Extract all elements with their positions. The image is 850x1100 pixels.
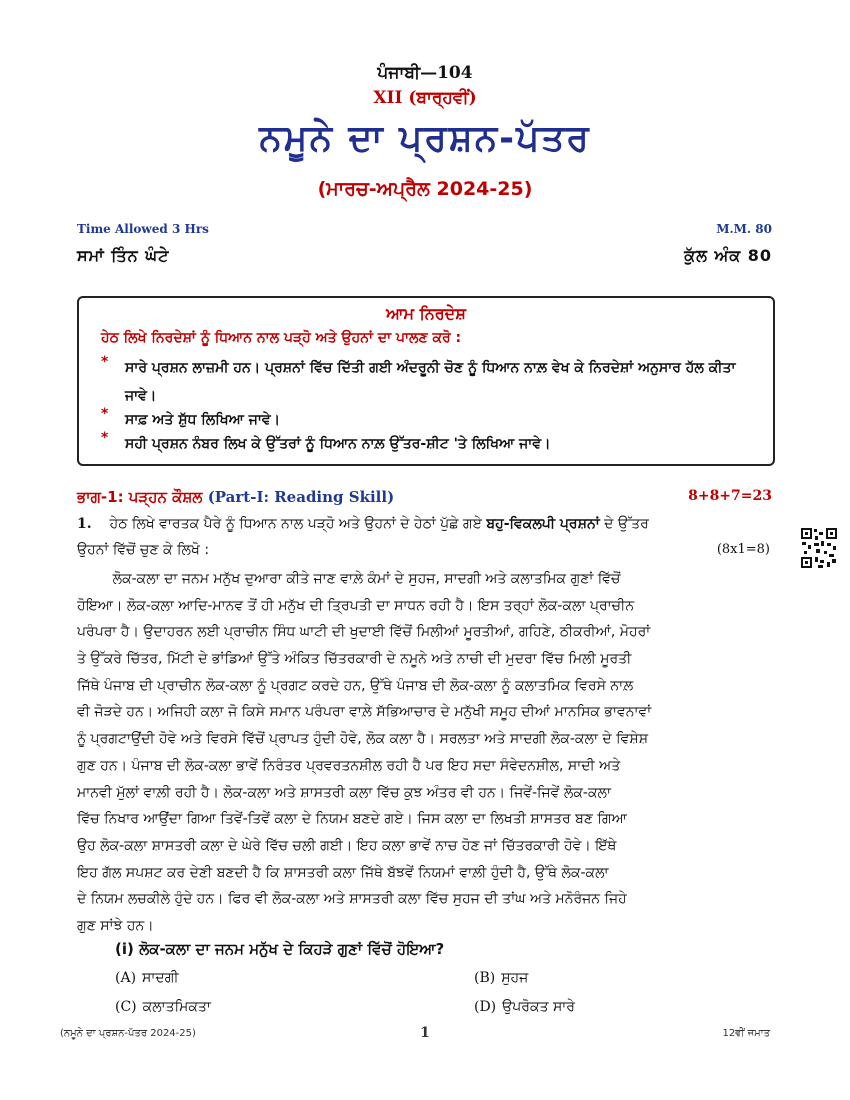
section-title-pa: ਭਾਗ-1: ਪੜ੍ਹਨ ਕੌਸ਼ਲ bbox=[77, 488, 203, 506]
time-allowed-pa: ਸਮਾਂ ਤਿੰਨ ਘੰਟੇ bbox=[77, 246, 170, 265]
passage bbox=[77, 566, 773, 940]
instruction-text: ਸਾਫ਼ ਅਤੇ ਸ਼ੁੱਧ ਲਿਖਿਆ ਜਾਵੇ। bbox=[125, 412, 281, 428]
time-allowed-en: Time Allowed 3 Hrs bbox=[77, 222, 209, 236]
section-title bbox=[77, 488, 394, 506]
footer-left: (ਨਮੂਨੇ ਦਾ ਪ੍ਰਸ਼ਨ-ਪੱਤਰ 2024-25) bbox=[60, 1028, 196, 1039]
page-title: ਨਮੂਨੇ ਦਾ ਪ੍ਰਸ਼ਨ-ਪੱਤਰ bbox=[259, 118, 591, 159]
passage-line: ਗੁਣ ਹਨ। ਪੰਜਾਬ ਦੀ ਲੋਕ-ਕਲਾ ਭਾਵੇਂ ਨਿਰੰਤਰ ਪ੍ਰਵਰਤਨਸ਼ੀਲ ਰਹੀ ਹੈ ਪਰ ਇਹ ਸਦਾ ਸੰਵੇਦਨਸ਼ੀਲ, ਸਾਦੀ ਅਤੇ bbox=[77, 757, 621, 774]
question-stem bbox=[77, 516, 649, 532]
bullet-star: * bbox=[101, 354, 109, 370]
passage-line: ਦੇ ਨਿਯਮ ਲਚਕੀਲੇ ਹੁੰਦੇ ਹਨ। ਫਿਰ ਵੀ ਲੋਕ-ਕਲਾ ਅਤੇ ਸ਼ਾਸਤਰੀ ਕਲਾ ਵਿੱਚ ਸੁਹਜ ਦੀ ਤਾਂਘ ਅਤੇ ਮਨੋਰੰਜਨ ਜਿਹੇ bbox=[77, 891, 627, 908]
question-stem-after: ਦੇ ਉੱਤਰ bbox=[604, 516, 649, 532]
session-label: (ਮਾਰਚ-ਅਪ੍ਰੈਲ 2024-25) bbox=[317, 178, 533, 200]
question-marks: (8x1=8) bbox=[716, 542, 770, 557]
option-text: ਸੁਹਜ bbox=[501, 970, 529, 986]
passage-line: ਲੋਕ-ਕਲਾ ਦਾ ਜਨਮ ਮਨੁੱਖ ਦੁਆਰਾ ਕੀਤੇ ਜਾਣ ਵਾਲ਼ੇ ਕੰਮਾਂ ਦੇ ਸੁਹਜ, ਸਾਦਗੀ ਅਤੇ ਕਲਾਤਮਿਕ ਗੁਣਾਂ ਵਿੱਚੋਂ bbox=[77, 571, 621, 587]
option-text: ਕਲਾਤਮਿਕਤਾ bbox=[142, 999, 211, 1015]
question-stem-text: ਹੇਠ ਲਿਖੇ ਵਾਰਤਕ ਪੈਰੇ ਨੂੰ ਧਿਆਨ ਨਾਲ ਪੜ੍ਹੋ ਅਤੇ ਉਹਨਾਂ ਦੇ ਹੇਠਾਂ ਪੁੱਛੇ ਗਏ bbox=[109, 516, 482, 532]
option-a bbox=[115, 970, 179, 986]
option-text: ਉਪਰੋਕਤ ਸਾਰੇ bbox=[502, 999, 575, 1015]
max-marks-en: M.M. 80 bbox=[716, 222, 772, 236]
bullet-star: * bbox=[101, 406, 109, 422]
passage-line: ਜਿੱਥੇ ਪੰਜਾਬ ਦੀ ਪ੍ਰਾਚੀਨ ਲੋਕ-ਕਲਾ ਨੂੰ ਪ੍ਰਗਟ ਕਰਦੇ ਹਨ, ਉੱਥੇ ਪੰਜਾਬ ਦੀ ਲੋਕ-ਕਲਾ ਨੂੰ ਕਲਾਤਮਿਕ ਵਿਰਸੇ ਨਾਲ਼ bbox=[77, 677, 634, 694]
question-stem-highlight: ਬਹੁ-ਵਿਕਲਪੀ ਪ੍ਰਸ਼ਨਾਂ bbox=[486, 516, 600, 532]
passage-line: ਨੂੰ ਪ੍ਰਗਟਾਉਂਦੀ ਹੋਵੇ ਅਤੇ ਵਿਰਸੇ ਵਿੱਚੋਂ ਪ੍ਰਾਪਤ ਹੁੰਦੀ ਹੋਵੇ, ਲੋਕ ਕਲਾ ਹੈ। ਸਰਲਤਾ ਅਤੇ ਸਾਦਗੀ ਲੋਕ-ਕਲਾ ਦੇ ਵਿਸ਼ੇਸ਼ bbox=[77, 731, 649, 748]
passage-line: ਵਿੱਚ ਨਿਖਾਰ ਆਉਂਦਾ ਗਿਆ ਤਿਵੇਂ-ਤਿਵੇਂ ਕਲਾ ਦੇ ਨਿਯਮ ਬਣਦੇ ਗਏ। ਜਿਸ ਕਲਾ ਦਾ ਲਿਖਤੀ ਸ਼ਾਸਤਰ ਬਣ ਗਿਆ bbox=[77, 811, 627, 828]
passage-line: ਵੀ ਜੋੜਦੇ ਹਨ। ਅਜਿਹੀ ਕਲਾ ਜੋ ਕਿਸੇ ਸਮਾਨ ਪਰੰਪਰਾ ਵਾਲ਼ੇ ਸੱਭਿਆਚਾਰ ਦੇ ਮਨੁੱਖੀ ਸਮੂਹ ਦੀਆਂ ਮਾਨਸਿਕ ਭਾਵਨਾਵਾਂ bbox=[77, 704, 652, 721]
passage-line: ਹੋਇਆ। ਲੋਕ-ਕਲਾ ਆਦਿ-ਮਾਨਵ ਤੋਂ ਹੀ ਮਨੁੱਖ ਦੀ ਤ੍ਰਿਪਤੀ ਦਾ ਸਾਧਨ ਰਹੀ ਹੈ। ਇਸ ਤਰ੍ਹਾਂ ਲੋਕ-ਕਲਾ ਪ੍ਰਾਚੀਨ bbox=[77, 597, 635, 614]
class-label: XII (ਬਾਰ੍ਹਵੀਂ) bbox=[373, 88, 477, 108]
option-label: (A) bbox=[115, 970, 137, 986]
footer-right: 12ਵੀਂ ਜਮਾਤ bbox=[722, 1028, 770, 1039]
instruction-text: ਸਹੀ ਪ੍ਰਸ਼ਨ ਨੰਬਰ ਲਿਖ ਕੇ ਉੱਤਰਾਂ ਨੂੰ ਧਿਆਨ ਨਾਲ਼ ਉੱਤਰ-ਸ਼ੀਟ 'ਤੇ ਲਿਖਿਆ ਜਾਵੇ। bbox=[125, 436, 551, 452]
option-label: (B) bbox=[474, 970, 496, 986]
passage-line: ਉਹ ਲੋਕ-ਕਲਾ ਸ਼ਾਸਤਰੀ ਕਲਾ ਦੇ ਘੇਰੇ ਵਿੱਚ ਚਲੀ ਗਈ। ਇਹ ਕਲਾ ਭਾਵੇਂ ਨਾਚ ਹੋਣ ਜਾਂ ਚਿੱਤਰਕਾਰੀ ਹੋਵੇ। ਇੱਥੇ bbox=[77, 837, 617, 854]
passage-line: ਗੁਣ ਸਾਂਝੇ ਹਨ। bbox=[77, 917, 154, 934]
instruction-text: ਸਾਰੇ ਪ੍ਰਸ਼ਨ ਲਾਜ਼ਮੀ ਹਨ। ਪ੍ਰਸ਼ਨਾਂ ਵਿੱਚ ਦਿੱਤੀ ਗਈ ਅੰਦਰੂਨੀ ਚੋਣ ਨੂੰ ਧਿਆਨ ਨਾਲ਼ ਵੇਖ ਕੇ ਨਿਰਦੇਸ਼ਾਂ ਅਨੁਸਾਰ ਹੱਲ ਕੀਤਾ ਜਾਵੇ। bbox=[125, 360, 736, 404]
qr-code-icon bbox=[800, 527, 838, 569]
passage-line: ਮਾਨਵੀ ਮੁੱਲਾਂ ਵਾਲ਼ੀ ਰਹੀ ਹੈ। ਲੋਕ-ਕਲਾ ਅਤੇ ਸ਼ਾਸਤਰੀ ਕਲਾ ਵਿੱਚ ਕੁਝ ਅੰਤਰ ਵੀ ਹਨ। ਜਿਵੇਂ-ਜਿਵੇਂ ਲੋਕ-ਕਲਾ bbox=[77, 784, 611, 801]
instruction-item bbox=[101, 430, 765, 458]
option-d bbox=[474, 999, 575, 1015]
paper-code: ਪੰਜਾਬੀ—104 bbox=[377, 63, 473, 83]
option-label: (C) bbox=[115, 999, 137, 1015]
max-marks-pa: ਕੁੱਲ ਅੰਕ 80 bbox=[684, 246, 772, 265]
passage-line: ਪਰੰਪਰਾ ਹੈ। ਉਦਾਹਰਨ ਲਈ ਪ੍ਰਾਚੀਨ ਸਿੰਧ ਘਾਟੀ ਦੀ ਖੁਦਾਈ ਵਿੱਚੋਂ ਮਿਲੀਆਂ ਮੂਰਤੀਆਂ, ਗਹਿਣੇ, ਠੀਕਰੀਆਂ, ਮੋਹਰਾਂ bbox=[77, 624, 651, 641]
sub-question: (i) ਲੋਕ-ਕਲਾ ਦਾ ਜਨਮ ਮਨੁੱਖ ਦੇ ਕਿਹੜੇ ਗੁਣਾਂ ਵਿੱਚੋਂ ਹੋਇਆ? bbox=[115, 940, 445, 958]
question-number: 1. bbox=[77, 516, 92, 532]
passage-line: ਇਹ ਗੱਲ ਸਪਸ਼ਟ ਕਰ ਦੇਣੀ ਬਣਦੀ ਹੈ ਕਿ ਸ਼ਾਸਤਰੀ ਕਲਾ ਜਿੱਥੇ ਬੱਝਵੇਂ ਨਿਯਮਾਂ ਵਾਲ਼ੀ ਹੁੰਦੀ ਹੈ, ਉੱਥੇ ਲੋਕ-ਕਲਾ bbox=[77, 864, 609, 881]
passage-line: ਤੇ ਉੱਕਰੇ ਚਿੱਤਰ, ਮਿੱਟੀ ਦੇ ਭਾਂਡਿਆਂ ਉੱਤੇ ਅੰਕਿਤ ਚਿੱਤਰਕਾਰੀ ਦੇ ਨਮੂਨੇ ਅਤੇ ਨਾਚੀ ਦੀ ਮੁਦਰਾ ਵਿੱਚ ਮਿਲੀ ਮੂਰਤੀ bbox=[77, 651, 632, 668]
option-c bbox=[115, 999, 211, 1015]
bullet-star: * bbox=[101, 430, 109, 446]
question-stem-line2: ਉਹਨਾਂ ਵਿੱਚੋਂ ਚੁਣ ਕੇ ਲਿਖੋ : bbox=[77, 542, 210, 558]
option-text: ਸਾਦਗੀ bbox=[142, 970, 179, 986]
option-label: (D) bbox=[474, 999, 497, 1015]
option-b bbox=[474, 970, 528, 986]
section-marks: 8+8+7=23 bbox=[688, 488, 772, 504]
instructions-box bbox=[77, 296, 775, 466]
page-number: 1 bbox=[420, 1025, 430, 1041]
instructions-heading: ਆਮ ਨਿਰਦੇਸ਼ bbox=[386, 304, 466, 323]
section-title-en: (Part-I: Reading Skill) bbox=[207, 488, 395, 506]
instructions-intro: ਹੇਠ ਲਿਖੇ ਨਿਰਦੇਸ਼ਾਂ ਨੂੰ ਧਿਆਨ ਨਾਲ ਪੜ੍ਹੋ ਅਤੇ ਉਹਨਾਂ ਦਾ ਪਾਲਣ ਕਰੋ : bbox=[101, 330, 462, 346]
instruction-item bbox=[101, 354, 765, 410]
